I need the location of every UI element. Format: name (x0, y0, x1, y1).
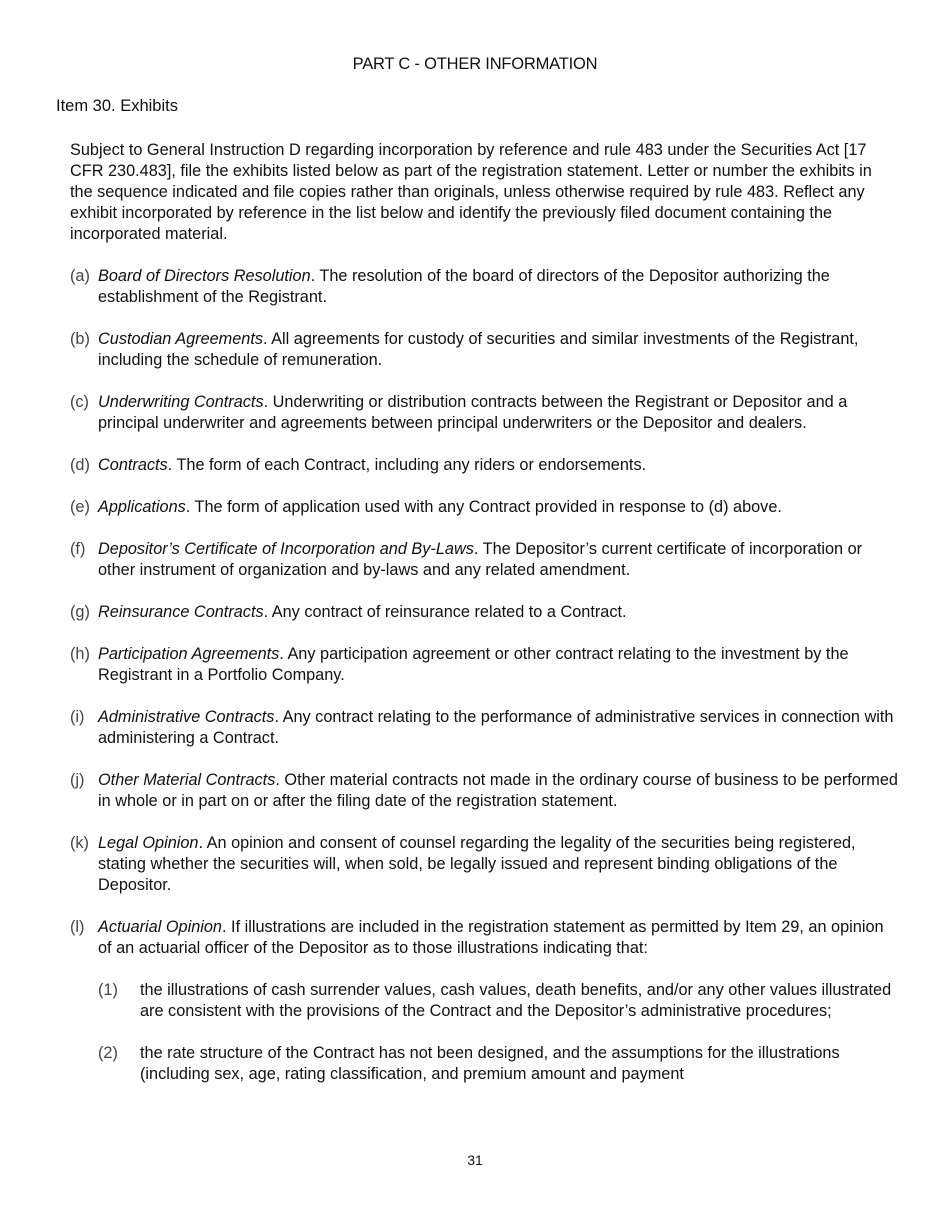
exhibit-description: . The form of each Contract, including any riders or endorsements. (167, 456, 647, 474)
list-content (98, 833, 898, 896)
exhibit-item-g (70, 602, 898, 623)
exhibit-description: . Other material contracts not made in the ordinary course of business to be performed in whole or in part on or after the filing date of the registration statement. (98, 771, 898, 810)
exhibit-item-h (70, 644, 898, 686)
list-content (98, 497, 898, 518)
exhibit-item-j (70, 770, 898, 812)
list-marker: (a) (70, 267, 90, 285)
exhibit-term: Custodian Agreements (98, 330, 264, 348)
exhibit-item-b (70, 329, 898, 371)
exhibit-term: Contracts (98, 456, 168, 474)
list-marker: (f) (70, 540, 86, 558)
list-marker: (k) (70, 834, 89, 852)
list-content (98, 644, 898, 686)
subitem-1 (98, 980, 898, 1022)
exhibit-description: . Any contract of reinsurance related to a Contract. (263, 603, 627, 621)
exhibit-term: Legal Opinion (98, 834, 199, 852)
list-marker: (c) (70, 393, 89, 411)
exhibit-item-k (70, 833, 898, 896)
sublist-content: the rate structure of the Contract has not been designed, and the assumptions for the illustrations (including sex, age, rating classification, and premium amount and payment (140, 1044, 840, 1083)
exhibit-item-i (70, 707, 898, 749)
exhibit-item-c (70, 392, 898, 434)
subitem-2 (98, 1043, 898, 1085)
list-content (98, 392, 898, 434)
exhibit-term: Applications (98, 498, 186, 516)
list-marker: (l) (70, 918, 85, 936)
list-content (98, 329, 898, 371)
exhibit-term: Other Material Contracts (98, 771, 276, 789)
list-marker: (e) (70, 498, 90, 516)
sublist-content: the illustrations of cash surrender values, cash values, death benefits, and/or any other values illustrated are consistent with the provisions of the Contract and the Depositor’s administrative procedures; (140, 981, 892, 1020)
list-content (98, 602, 898, 623)
exhibit-term: Administrative Contracts (98, 708, 275, 726)
intro-paragraph: Subject to General Instruction D regarding incorporation by reference and rule 483 under the Securities Act [17 CFR 230.483], file the exhibits listed below as part of the registration statement. Letter or number the exhibits in the sequence indicated and file copies rather than originals, unless otherwise required by rule 483. Reflect any exhibit incorporated by reference in the list below and identify the previously filed document containing the incorporated material. (70, 141, 872, 243)
part-title: PART C - OTHER INFORMATION (352, 55, 598, 73)
exhibit-description: . The form of application used with any Contract provided in response to (d) above. (185, 498, 782, 516)
exhibit-term: Underwriting Contracts (98, 393, 264, 411)
list-marker: (i) (70, 708, 85, 726)
exhibit-item-f (70, 539, 898, 581)
exhibit-description: . Underwriting or distribution contracts between the Registrant or Depositor and a principal underwriter and agreements between principal underwriters or the Depositor and dealers. (98, 393, 848, 432)
exhibit-item-l (70, 917, 898, 959)
exhibit-description: . The resolution of the board of directors of the Depositor authorizing the establishment of the Registrant. (98, 267, 830, 306)
exhibit-item-a (70, 266, 898, 308)
exhibit-description: . The Depositor’s current certificate of incorporation or other instrument of organization and by-laws and any related amendment. (98, 540, 863, 579)
exhibit-term: Reinsurance Contracts (98, 603, 264, 621)
exhibit-description: . If illustrations are included in the registration statement as permitted by Item 29, an opinion of an actuarial officer of the Depositor as to those illustrations indicating that: (98, 918, 884, 957)
exhibit-item-d (70, 455, 898, 476)
exhibit-description: . An opinion and consent of counsel regarding the legality of the securities being registered, stating whether the securities will, when sold, be legally issued and represent binding obligations of the Depositor. (98, 834, 856, 894)
list-marker: (d) (70, 456, 90, 474)
actuarial-subitems (98, 980, 898, 1085)
page-number: 31 (467, 1152, 483, 1168)
exhibit-description: . Any contract relating to the performance of administrative services in connection with administering a Contract. (98, 708, 894, 747)
list-marker: (g) (70, 603, 90, 621)
list-content (98, 770, 898, 812)
item-heading: Item 30. Exhibits (56, 97, 178, 115)
list-content (98, 455, 898, 476)
list-marker: (j) (70, 771, 85, 789)
exhibit-description: . All agreements for custody of securities and similar investments of the Registrant, including the schedule of remuneration. (98, 330, 859, 369)
exhibit-item-e (70, 497, 898, 518)
sublist-marker: (1) (98, 981, 118, 999)
list-content (98, 917, 898, 959)
exhibit-term: Actuarial Opinion (98, 918, 222, 936)
list-content (98, 266, 898, 308)
sublist-marker: (2) (98, 1044, 118, 1062)
list-content (98, 707, 898, 749)
exhibit-term: Depositor’s Certificate of Incorporation and By-Laws (98, 540, 474, 558)
list-content (98, 539, 898, 581)
document-body (70, 140, 898, 1106)
exhibit-term: Participation Agreements (98, 645, 280, 663)
list-marker: (h) (70, 645, 90, 663)
list-marker: (b) (70, 330, 90, 348)
exhibit-term: Board of Directors Resolution (98, 267, 311, 285)
exhibit-description: . Any participation agreement or other contract relating to the investment by the Registrant in a Portfolio Company. (98, 645, 849, 684)
